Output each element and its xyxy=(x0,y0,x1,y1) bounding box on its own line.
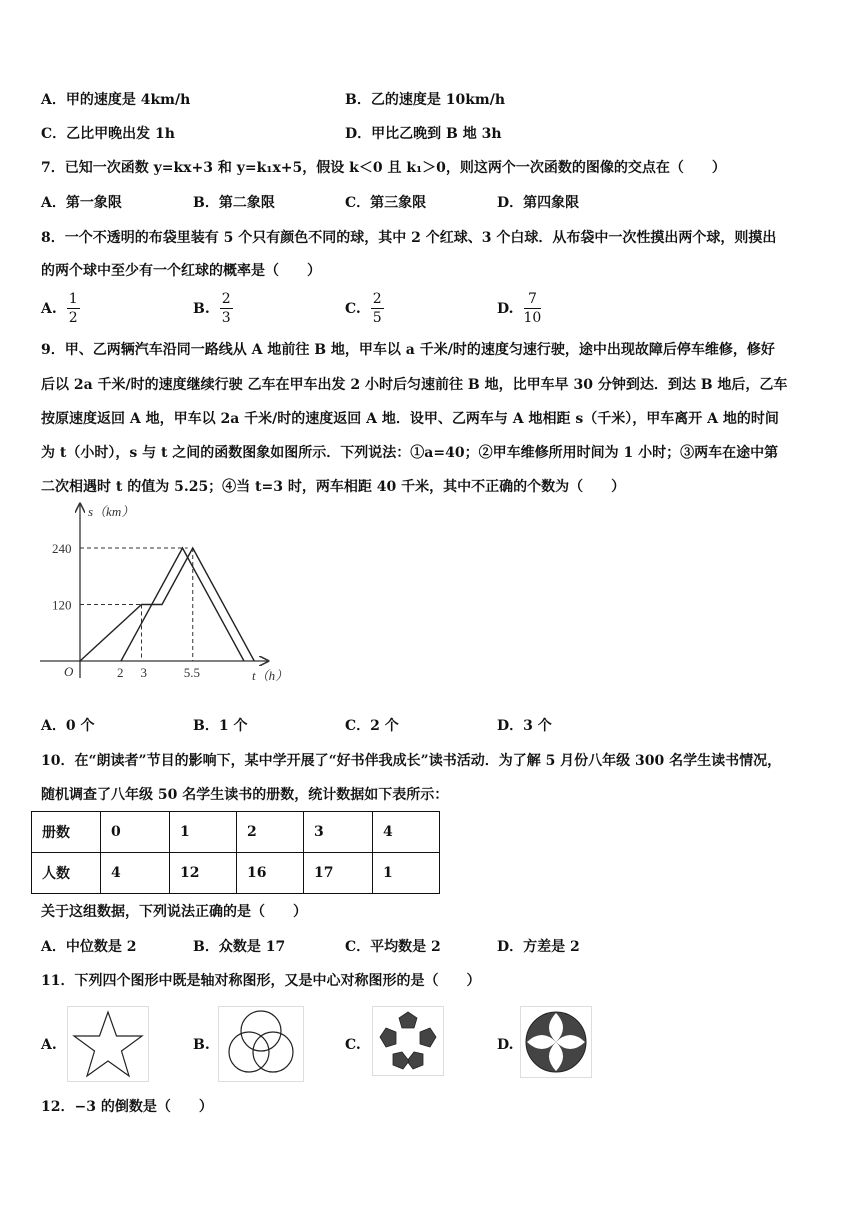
q10-question: 关于这组数据，下列说法正确的是（ ） xyxy=(41,904,307,920)
table-cell: 册数 xyxy=(32,812,101,853)
q7-option-a: A．第一象限 xyxy=(41,195,122,211)
q6-option-b: B．乙的速度是 10km/h xyxy=(345,92,505,108)
q8-option-d xyxy=(497,290,541,327)
fraction xyxy=(371,290,384,327)
pentagons-icon xyxy=(372,1006,444,1076)
circle-petals-icon xyxy=(520,1006,592,1078)
q8-stem-line2: 的两个球中至少有一个红球的概率是（ ） xyxy=(41,263,321,279)
q8-option-a xyxy=(41,290,80,327)
q10-option-b: B．众数是 17 xyxy=(193,939,286,955)
q6-option-a: A．甲的速度是 4km/h xyxy=(41,92,191,108)
x-tick-label: 2 xyxy=(117,665,124,680)
q9-stem-line3: 按原速度返回 A 地，甲车以 2a 千米/时的速度返回 A 地．设甲、乙两车与 A 地相距 s（千米），甲车离开 A 地的时间 xyxy=(41,411,779,427)
q8-option-c xyxy=(345,290,384,327)
books-table xyxy=(31,811,440,894)
q7-option-d: D．第四象限 xyxy=(497,195,580,211)
q11-stem: 11．下列四个图形中既是轴对称图形，又是中心对称图形的是（ ） xyxy=(41,973,481,989)
q9-option-c: C．2 个 xyxy=(345,718,399,734)
y-axis-label: s（km） xyxy=(88,504,135,519)
q10-stem-line2: 随机调查了八年级 50 名学生读书的册数，统计数据如下表所示： xyxy=(41,787,449,803)
q11-option-b-label: B. xyxy=(193,1037,210,1053)
three-circles-icon xyxy=(218,1006,304,1082)
q10-option-c: C．平均数是 2 xyxy=(345,939,441,955)
q12-stem: 12．−3 的倒数是（ ） xyxy=(41,1099,213,1115)
denominator: 5 xyxy=(372,310,382,326)
fraction xyxy=(220,290,233,327)
table-cell: 16 xyxy=(237,853,304,894)
q9-stem-line1: 9．甲、乙两辆汽车沿同一路线从 A 地前往 B 地，甲车以 a 千米/时的速度匀速行驶，途中出现故障后停车维修，修好 xyxy=(41,342,775,358)
table-cell: 人数 xyxy=(32,853,101,894)
numerator: 2 xyxy=(372,291,382,307)
y-tick-label: 240 xyxy=(52,541,72,556)
option-letter: C. xyxy=(345,300,361,317)
q9-option-d: D．3 个 xyxy=(497,718,552,734)
table-cell: 12 xyxy=(170,853,237,894)
q11-option-a-label: A. xyxy=(41,1037,57,1053)
option-letter: B. xyxy=(193,300,210,317)
y-tick-label: 120 xyxy=(52,597,72,613)
table-row xyxy=(32,853,440,894)
q8-stem-line1: 8．一个不透明的布袋里装有 5 个只有颜色不同的球，其中 2 个红球、3 个白球．从布袋中一次性摸出两个球，则摸出 xyxy=(41,230,777,246)
q9-distance-time-graph xyxy=(30,500,310,700)
table-cell: 1 xyxy=(170,812,237,853)
table-cell: 17 xyxy=(304,853,373,894)
q6-option-d: D．甲比乙晚到 B 地 3h xyxy=(345,126,502,142)
q8-option-b xyxy=(193,290,233,327)
q7-stem: 7．已知一次函数 y=kx+3 和 y=k₁x+5，假设 k＜0 且 k₁＞0，则这两个一次函数的图像的交点在（ ） xyxy=(41,160,726,176)
q10-option-a: A．中位数是 2 xyxy=(41,939,137,955)
q9-stem-line4: 为 t（小时），s 与 t 之间的函数图象如图所示．下列说法：①a=40；②甲车维修所用时间为 1 小时；③两车在途中第 xyxy=(41,445,779,461)
option-letter: D. xyxy=(497,300,514,317)
q9-option-a: A．0 个 xyxy=(41,718,95,734)
x-tick-label: 5.5 xyxy=(183,665,200,680)
denominator: 10 xyxy=(523,310,542,326)
q10-option-d: D．方差是 2 xyxy=(497,939,580,955)
q9-stem-line2: 后以 2a 千米/时的速度继续行驶 乙车在甲车出发 2 小时后匀速前往 B 地，比甲车早 30 分钟到达．到达 B 地后，乙车 xyxy=(41,377,788,393)
q6-option-c: C．乙比甲晚出发 1h xyxy=(41,126,175,142)
table-cell: 4 xyxy=(373,812,440,853)
table-cell: 0 xyxy=(101,812,170,853)
table-cell: 3 xyxy=(304,812,373,853)
numerator: 1 xyxy=(68,291,78,307)
star-icon xyxy=(67,1006,149,1082)
table-cell: 2 xyxy=(237,812,304,853)
fraction xyxy=(67,290,80,327)
x-axis-label: t（h） xyxy=(252,668,289,683)
q10-stem-line1: 10．在“朗读者”节目的影响下，某中学开展了“好书伴我成长”读书活动．为了解 5 月份八年级 300 名学生读书情况， xyxy=(41,753,782,769)
table-cell: 1 xyxy=(373,853,440,894)
series-line-1 xyxy=(80,548,254,661)
numerator: 2 xyxy=(221,291,231,307)
denominator: 2 xyxy=(68,310,78,326)
table-row xyxy=(32,812,440,853)
denominator: 3 xyxy=(221,310,231,326)
q11-option-d-label: D. xyxy=(497,1037,514,1053)
q9-option-b: B．1 个 xyxy=(193,718,248,734)
origin-label: O xyxy=(64,664,74,679)
q9-stem-line5: 二次相遇时 t 的值为 5.25；④当 t=3 时，两车相距 40 千米，其中不正确的个数为（ ） xyxy=(41,479,626,495)
q11-option-c-label: C. xyxy=(345,1037,361,1053)
q7-option-c: C．第三象限 xyxy=(345,195,427,211)
option-letter: A. xyxy=(41,300,57,317)
table-cell: 4 xyxy=(101,853,170,894)
numerator: 7 xyxy=(527,291,537,307)
q7-option-b: B．第二象限 xyxy=(193,195,275,211)
x-tick-label: 3 xyxy=(140,665,147,680)
fraction xyxy=(524,290,542,327)
